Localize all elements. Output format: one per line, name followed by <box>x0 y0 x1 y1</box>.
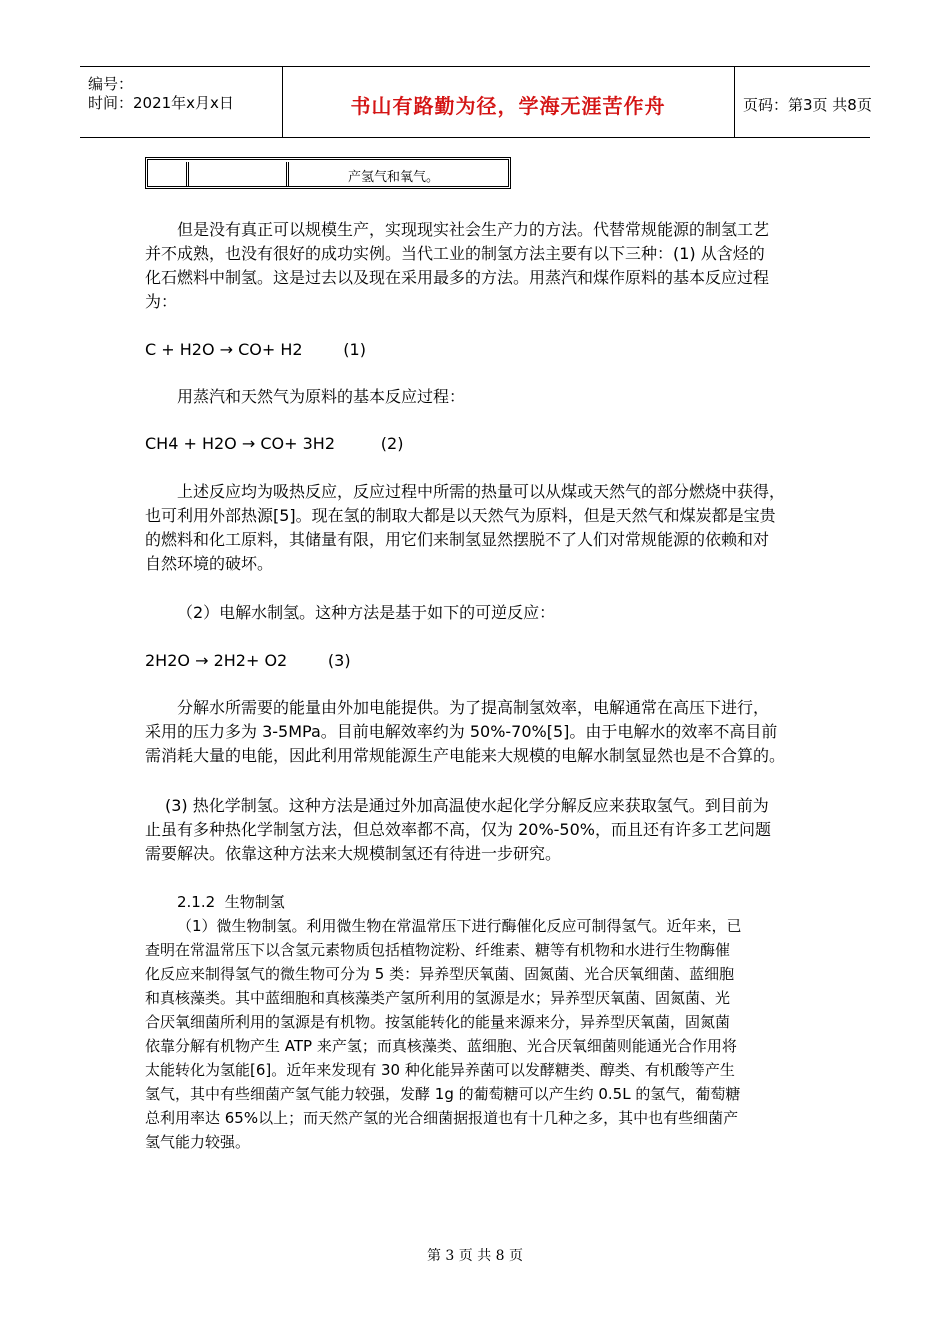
table-cell-text: 产氢气和氧气。 <box>348 170 440 185</box>
paragraph-line: (3) 热化学制氢。这种方法是通过外加高温使水起化学分解反应来获取氢气。到目前为 <box>165 796 769 815</box>
page-footer: 第 3 页 共 8 页 <box>426 1248 524 1264</box>
paragraph-line: （2）电解水制氢。这种方法是基于如下的可逆反应： <box>177 603 556 622</box>
paragraph-line: 查明在常温常压下以含氢元素物质包括植物淀粉、纤维素、糖等有机物和水进行生物酶催 <box>145 941 731 959</box>
page-info: 页码：第3页 共8页 <box>743 96 872 114</box>
paragraph-line: 分解水所需要的能量由外加电能提供。为了提高制氢效率，电解通常在高压下进行， <box>177 698 770 717</box>
paragraph-line: 需消耗大量的电能，因此利用常规能源生产电能来大规模的电解水制氢显然也是不合算的。 <box>145 746 786 765</box>
equation-1: C + H2O → CO+ H2 (1) <box>145 340 366 359</box>
paragraph-line: 太能转化为氢能[6]。近年来发现有 30 种化能异养菌可以发酵糖类、醇类、有机酸等产生 <box>145 1061 735 1079</box>
header-page-cell <box>735 67 870 137</box>
page-header <box>80 66 870 138</box>
paragraph-line: 需要解决。依靠这种方法来大规模制氢还有待进一步研究。 <box>145 844 562 863</box>
header-motto-cell <box>282 67 735 137</box>
table-fragment <box>145 157 511 189</box>
paragraph-line: 化反应来制得氢气的微生物可分为 5 类：异养型厌氧菌、固氮菌、光合厌氧细菌、蓝细胞 <box>145 965 735 983</box>
paragraph-line: 用蒸汽和天然气为原料的基本反应过程： <box>177 387 466 406</box>
section-heading: 2.1.2 生物制氢 <box>177 893 285 911</box>
equation-3: 2H2O → 2H2+ O2 (3) <box>145 651 351 670</box>
paragraph-line: 氢气能力较强。 <box>145 1133 251 1151</box>
paragraph-line: 和真核藻类。其中蓝细胞和真核藻类产氢所利用的氢源是水；异养型厌氧菌、固氮菌、光 <box>145 989 731 1007</box>
paragraph-line: 总利用率达 65%以上；而天然产氢的光合细菌据报道也有十几种之多，其中也有些细菌产 <box>145 1109 739 1127</box>
header-info-cell <box>80 67 283 137</box>
paragraph-line: 但是没有真正可以规模生产，实现现实社会生产力的方法。代替常规能源的制氢工艺 <box>177 220 770 239</box>
paragraph-line: 依靠分解有机物产生 ATP 来产氢；而真核藻类、蓝细胞、光合厌氧细菌则能通光合作用将 <box>145 1037 737 1055</box>
paragraph-line: 合厌氧细菌所利用的氢源是有机物。按氢能转化的能量来源来分，异养型厌氧菌，固氮菌 <box>145 1013 731 1031</box>
paragraph-line: 自然环境的破坏。 <box>145 554 274 573</box>
table-column-divider <box>186 162 189 186</box>
paragraph-line: 并不成熟，也没有很好的成功实例。当代工业的制氢方法主要有以下三种：(1) 从含烃的 <box>145 244 765 263</box>
paragraph-line: 止虽有多种热化学制氢方法，但总效率都不高，仅为 20%-50%，而且还有许多工艺问题 <box>145 820 771 839</box>
paragraph-line: 也可利用外部热源[5]。现在氢的制取大都是以天然气为原料，但是天然气和煤炭都是宝贵 <box>145 506 776 525</box>
paragraph-line: 为： <box>145 292 178 311</box>
equation-2: CH4 + H2O → CO+ 3H2 (2) <box>145 434 404 453</box>
paragraph-line: 的燃料和化工原料，其储量有限，用它们来制氢显然摆脱不了人们对常规能源的依赖和对 <box>145 530 770 549</box>
serial-number-label: 编号： <box>88 75 134 93</box>
table-column-divider <box>286 162 289 186</box>
paragraph-line: 采用的压力多为 3-5MPa。目前电解效率约为 50%-70%[5]。由于电解水的效率不高目前 <box>145 722 778 741</box>
paragraph-line: 氢气，其中有些细菌产氢气能力较强，发酵 1g 的葡萄糖可以产生约 0.5L 的氢气，葡萄糖 <box>145 1085 741 1103</box>
motto-text: 书山有路勤为径，学海无涯苦作舟 <box>350 94 666 118</box>
paragraph-line: 化石燃料中制氢。这是过去以及现在采用最多的方法。用蒸汽和煤作原料的基本反应过程 <box>145 268 770 287</box>
paragraph-line: （1）微生物制氢。利用微生物在常温常压下进行酶催化反应可制得氢气。近年来，已 <box>177 917 742 935</box>
date-label: 时间：2021年x月x日 <box>88 94 234 112</box>
paragraph-line: 上述反应均为吸热反应，反应过程中所需的热量可以从煤或天然气的部分燃烧中获得， <box>177 482 786 501</box>
